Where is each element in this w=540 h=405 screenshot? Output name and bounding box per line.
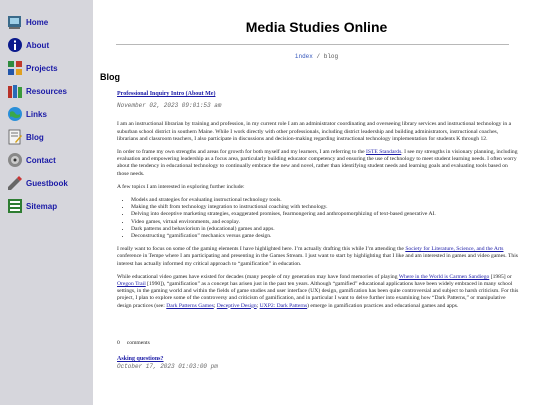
sidebar-item-guestbook[interactable] [7, 175, 68, 191]
sidebar-item-links[interactable] [7, 106, 47, 122]
post-paragraph: While educational video games have existed for decades (many people of my generation may have fond memories of playing Where in the World is Carmen Sandiego [1985] or Oregon Trail [1990]), “gamification” as a concept has arisen just in the past ten years. Although “gamified” educational applications have been widely embraced in many school settings, in the gaming world and within the fields of game studies and user interface (UX) design, gamification has been quite controversial and subject to harsh criticism. For this project, I plan to explore some of the controversy and criticism of gamification, and in particular I want to delve further into examining how “Dark Patterns,” or manipulative design practices (see: Dark Patterns Games; Deceptive Design; UXP2: Dark Patterns) emerge in gamification practices and educational games and apps. [117, 273, 519, 309]
sitemap-icon [7, 198, 23, 214]
header-divider [116, 44, 509, 45]
post-date: November 02, 2023 09:01:53 am [117, 102, 222, 110]
breadcrumb-index-link[interactable]: index [294, 53, 313, 60]
sidebar-item-label: Sitemap [26, 201, 58, 211]
uxp2-dark-patterns-link[interactable]: UXP2: Dark Patterns [259, 302, 308, 309]
post-title-link[interactable]: Professional Inquiry Intro (About Me) [117, 91, 216, 97]
page-heading: Blog [100, 72, 120, 82]
info-icon [7, 37, 23, 53]
post-paragraph: A few topics I am interested in exploring further include: [117, 183, 245, 190]
comments-count: 0 [117, 339, 120, 346]
site-title: Media Studies Online [245, 19, 388, 35]
comments-link[interactable] [117, 340, 519, 347]
sidebar-item-home[interactable] [7, 14, 48, 30]
projects-icon [7, 60, 23, 76]
home-icon [7, 14, 23, 30]
breadcrumb [93, 53, 540, 60]
sidebar-item-label: Projects [26, 63, 58, 73]
slsa-link[interactable]: Society for Literature, Science, and the Arts [405, 246, 504, 253]
sidebar [0, 0, 93, 405]
guestbook-icon [7, 175, 23, 191]
list-item: • Deconstructing “gamification” mechanics versus game design. [131, 233, 519, 240]
sidebar-item-blog[interactable] [7, 129, 44, 145]
comments-label: comments [126, 339, 150, 346]
main-content [93, 0, 540, 405]
sidebar-item-label: Home [26, 17, 49, 27]
list-item: • Models and strategies for evaluating instructional technology tools. [131, 197, 519, 204]
list-item: • Delving into deceptive marketing strategies, exaggerated promises, fearmongering and anthropomorphizing of text-based generative AI. [131, 211, 519, 218]
sidebar-item-projects[interactable] [7, 60, 58, 76]
list-item: • Making the shift from technology integration to instructional coaching with technology. [131, 204, 519, 211]
post-paragraph: I really want to focus on some of the gaming elements I have highlighted here. I’m actually drafting this while I’m attending the Society for Literature, Science, and the Arts conference in Tempe where I am participating and presenting in the Games Stream. I just want to start by highlighting that I like and am interested in games and video games. This interest has actually informed my critical approach to “gamification” in education. [117, 246, 518, 267]
next-post-date: October 17, 2023 01:03:00 pm [117, 363, 218, 371]
resources-icon [7, 83, 23, 99]
sidebar-item-label: Guestbook [26, 178, 68, 188]
breadcrumb-separator: / [316, 53, 321, 60]
sidebar-item-label: Contact [26, 155, 56, 165]
sidebar-item-label: Resources [26, 86, 67, 96]
sidebar-item-label: Blog [26, 132, 44, 142]
sidebar-item-about[interactable] [7, 37, 49, 53]
next-post-title-link[interactable]: Asking questions? [117, 356, 164, 363]
oregon-trail-link[interactable]: Oregon Trail [117, 281, 146, 288]
blog-icon [7, 129, 23, 145]
sidebar-item-label: Links [26, 109, 47, 119]
breadcrumb-current: blog [323, 53, 339, 60]
list-item: • Video games, virtual environments, and ecoplay. [131, 219, 519, 226]
iste-standards-link[interactable]: ISTE Standards [366, 149, 402, 156]
deceptive-design-link[interactable]: Deceptive Design [216, 302, 257, 309]
topics-list [117, 197, 519, 240]
post-paragraph: In order to frame my own strengths and areas for growth for both myself and my learners, I am referring to the ISTE Standards. I see my strengths in visionary planning, including evaluation and empowering leadership as a focus area, particularly building educator competency and ensuring the use of technology to meet student learning needs. I often worry about the tendency in educational technology to continually embrace the new and novel, rather than identifying student needs and learning goals and evaluating tools based on those needs. [117, 149, 518, 177]
post-paragraph: I am an instructional librarian by training and profession, in my current role I am an administrator coordinating and overseeing library services and instructional technology in a suburban school district in southern Maine. While I work directly with other professionals, including district leadership and building administrators, instructional coaches, librarians and classroom teachers, I also participate in discussions and decision-making regarding instructional technology implementation for students K through 12. [117, 121, 512, 142]
list-item: • Dark patterns and behaviorism in (educational) games and apps. [131, 226, 519, 233]
blog-post [117, 91, 519, 370]
globe-icon [7, 106, 23, 122]
sidebar-item-contact[interactable] [7, 152, 56, 168]
contact-icon [7, 152, 23, 168]
sidebar-item-sitemap[interactable] [7, 198, 57, 214]
carmen-sandiego-link[interactable]: Where in the World is Carmen Sandiego [398, 273, 490, 280]
dark-patterns-games-link[interactable]: Dark Patterns Games [166, 302, 214, 309]
sidebar-item-label: About [26, 40, 50, 50]
sidebar-item-resources[interactable] [7, 83, 67, 99]
